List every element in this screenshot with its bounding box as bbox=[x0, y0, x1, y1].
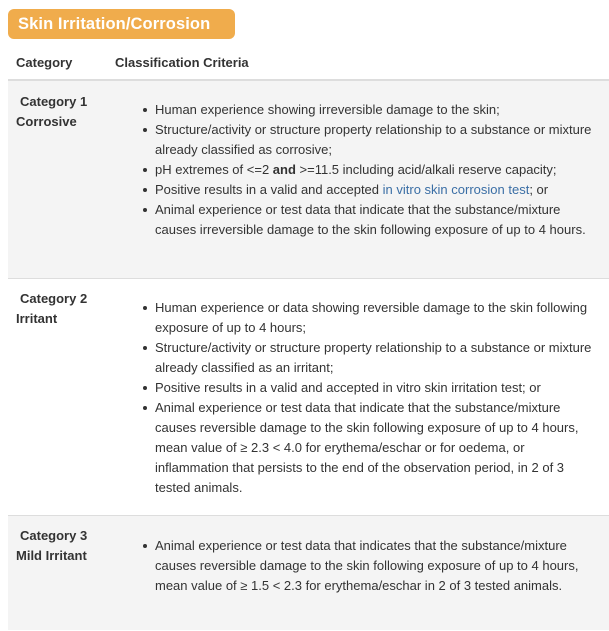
category-label: Mild Irritant bbox=[16, 548, 87, 563]
list-item: Positive results in a valid and accepted in vitro skin irritation test; or bbox=[155, 378, 601, 398]
category-number: Category 3 bbox=[20, 528, 88, 543]
list-item: Structure/activity or structure property relationship to a substance or mixture already classified as an irritant; bbox=[155, 338, 601, 378]
category-cell bbox=[16, 526, 87, 566]
header-criteria: Classification Criteria bbox=[115, 55, 249, 70]
criteria-list bbox=[155, 298, 601, 498]
classification-table bbox=[8, 43, 609, 630]
category-cell bbox=[16, 92, 87, 132]
category-number: Category 2 bbox=[20, 291, 88, 306]
criteria-text: Positive results in a valid and accepted bbox=[155, 182, 383, 197]
category-label: Irritant bbox=[16, 311, 58, 326]
category-label: Corrosive bbox=[16, 114, 77, 129]
corrosion-test-link[interactable]: in vitro skin corrosion test bbox=[382, 182, 530, 197]
list-item: Human experience showing irreversible damage to the skin; bbox=[155, 100, 601, 120]
table-header bbox=[8, 43, 609, 81]
list-item: Animal experience or test data that indicates that the substance/mixture causes reversible damage to the skin following exposure of up to 4 hours, mean value of ≥ 1.5 < 2.3 for erythema/eschar in 2 of 3 tested animals. bbox=[155, 536, 601, 596]
list-item: Animal experience or test data that indicate that the substance/mixture causes irreversible damage to the skin following exposure of up to 4 hours. bbox=[155, 200, 601, 240]
category-cell bbox=[16, 289, 87, 329]
header-category: Category bbox=[16, 55, 73, 70]
criteria-text: >=11.5 including acid/alkali reserve capacity; bbox=[295, 162, 557, 177]
list-item bbox=[155, 160, 601, 180]
list-item bbox=[155, 180, 601, 200]
criteria-bold: and bbox=[272, 162, 296, 177]
table-row bbox=[8, 516, 609, 630]
criteria-text: ; or bbox=[529, 182, 549, 197]
category-number: Category 1 bbox=[20, 94, 88, 109]
table-row bbox=[8, 81, 609, 279]
list-item: Animal experience or test data that indicate that the substance/mixture causes reversible damage to the skin following exposure of up to 4 hours, mean value of ≥ 2.3 < 4.0 for erythema/eschar or for oedema, or inflammation that persists to the end of the observation period, in 2 of 3 tested animals. bbox=[155, 398, 601, 498]
table-row bbox=[8, 279, 609, 516]
criteria-list bbox=[155, 100, 601, 240]
list-item: Human experience or data showing reversible damage to the skin following exposure of up to 4 hours; bbox=[155, 298, 601, 338]
criteria-text: pH extremes of <=2 bbox=[155, 162, 273, 177]
criteria-list bbox=[155, 536, 601, 596]
section-title: Skin Irritation/Corrosion bbox=[8, 9, 235, 39]
list-item: Structure/activity or structure property relationship to a substance or mixture already classified as corrosive; bbox=[155, 120, 601, 160]
